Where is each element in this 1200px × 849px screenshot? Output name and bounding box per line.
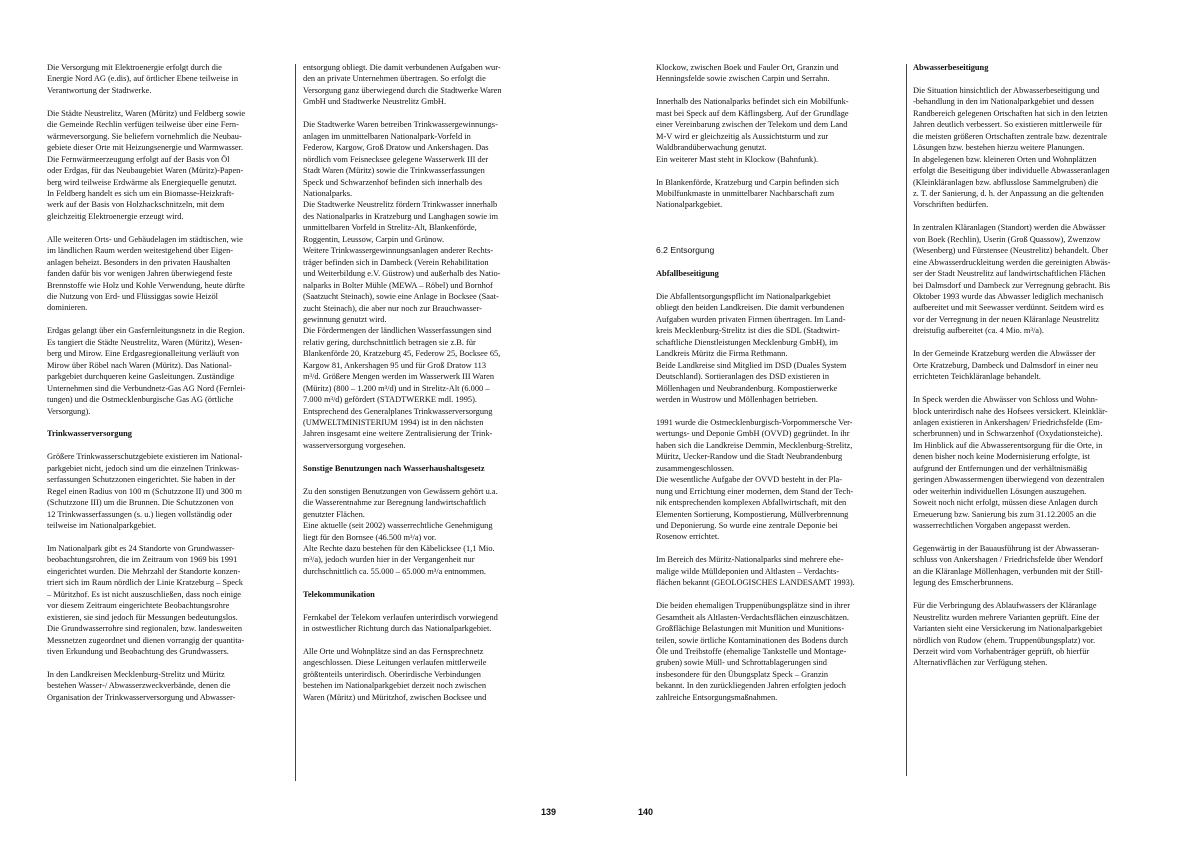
column-2 [303,62,548,715]
paragraph: Im Nationalpark gibt es 24 Standorte von Grundwasser- beobachtungsrohren, die im Zeitraum von 1969 bis 1991 eingerichtet wurden. Die Mehrzahl der Standorte konzen- triert sich im Raum nördlich der Linie Kratzeburg – Speck – Müritzhof. Es ist nicht auszuschließen, dass noch einige vor diesem Zeitraum eingerichtete Beobachtungsrohre existieren, sie sind jedoch für Messungen bedeutungslos. Die Grundwasserrohre sind regionalen, bzw. landesweiten Messnetzen zugeordnet und dienen vorrangig der quantita- tiven Erkundung und Beobachtung des Grundwassers. [47,543,245,657]
paragraph: Im Bereich des Müritz-Nationalparks sind mehrere ehe- malige wilde Mülldeponien und Altlasten – Verdachts- flächen bekannt (GEOLOGISCHES LANDESAMT 1993). [656,555,855,588]
paragraph: 1991 wurde die Ostmecklenburgisch-Vorpommersche Ver- wertungs- und Deponie GmbH (OVVD) gegründet. In ihr haben sich die Landkreise Demmin, Mecklenburg-Strelitz, Müritz, Uecker-Randow und die Stadt Neubrandenburg zusammengeschlossen. Die wesentliche Aufgabe der OVVD besteht in der Pla- nung und Errichtung einer modernen, dem Stand der Tech- nik entsprechenden komplexen Abfallwirtschaft, mit den Elementen Sortierung, Kompostierung, Müllverbrennung und Deponierung. So wurde eine zentrale Deponie bei Rosenow errichtet. [656,417,854,542]
paragraph: Erdgas gelangt über ein Gasfernleitungsnetz in die Region. Es tangiert die Städte Neustrelitz, Waren (Müritz), Wesen- berg und Mirow. Eine Erdgasregionalleitung verläuft von Mirow über Röbel nach Waren (Müritz). Das National- parkgebiet durchqueren keine Gasleitungen. Zuständige Unternehmen sind die Verbundnetz-Gas AG Nord (Fernlei- tungen) und die Ostmecklenburgische Gas AG (örtliche Versorgung). [47,326,246,416]
paragraph: Gegenwärtig in der Bauausführung ist der Abwasseran- schluss von Ankershagen / Friedrichsfelde über Wendorf an die Kläranlage Möllenhagen, verbunden mit der Still- legung des Emscherbrunnens. [913,543,1103,588]
paragraph: entsorgung obliegt. Die damit verbundenen Aufgaben wur- den an private Unternehmen übertragen. So erfolgt die Versorgung ganz überwiegend durch die Stadtwerke Waren GmbH und Stadtwerke Neustrelitz GmbH. [303,63,502,107]
paragraph: Die beiden ehemaligen Truppenübungsplätze sind in ihrer Gesamtheit als Altlasten-Verdachtsflächen einzuschätzen. Großflächige Belastungen mit Munition und Munitions- teilen, sowie örtliche Kontaminationen des Bodens durch Öle und Treibstoffe (ehemalige Tankstelle und Montage- gruben) sowie Müll- und Schrottablagerungen sind insbesondere für den Übungsplatz Speck – Granzin bekannt. In den zurückliegenden Jahren erfolgten jedoch zahlreiche Entsorgungsmaßnahmen. [656,601,850,702]
section-heading: Abfallbeseitigung [656,269,719,279]
paragraph: Die Stadtwerke Waren betreiben Trinkwassergewinnungs- anlagen im unmittelbaren Nationalpark-Vorfeld in Federow, Kargow, Groß Dratow und Ankershagen. Das nördlich vom Feisnecksee gelegene Wasserwerk III der Stadt Waren (Müritz) sowie die Trinkwasserfassungen Speck und Schwarzenhof befinden sich innerhalb des Nationalparks. Die Stadtwerke Neustrelitz fördern Trinkwasser innerhalb des Nationalparks in Kratzeburg und Langhagen sowie im unmittelbaren Vorfeld in Strelitz-Alt, Blankenförde, Roggentin, Leussow, Carpin und Grünow. Weitere Trinkwassergewinnungsanlagen anderer Rechts- träger befinden sich in Dambeck (Verein Rehabilitation und Weiterbildung e.V. Güstrow) und außerhalb des Natio- nalparks in Bolter Mühle (MEWA – Röbel) und Bornhof (Saatzucht Steinach), sowie eine Anlage in Bocksee (Saat- zucht Steinach), die aber nur noch zur Brauchwasser- gewinnung genutzt wird. Die Fördermengen der ländlichen Wasserfassungen sind relativ gering, durchschnittlich betragen sie z.B. für Blankenförde 20, Kratzeburg 45, Federow 25, Bocksee 65, Kargow 81, Ankershagen 95 und für Groß Dratow 113 m³/d. Größere Mengen werden im Wasserwerk III Waren (Müritz) (800 – 1.200 m³/d) und in Strelitz-Alt (6.000 – 7.000 m³/d) gefördert (STADTWERKE mdl. 1995). Entsprechend des Generalplanes Trinkwasserversorgung (UMWELTMINISTERIUM 1994) ist in den nächsten Jahren insgesamt eine weitere Zentralisierung der Trink- wasserversorgung vorgesehen. [303,120,501,450]
paragraph: In den Landkreisen Mecklenburg-Strelitz und Müritz bestehen Wasser-/ Abwasserzweckverbände, denen die Organisation der Trinkwasserversorgung und Abwasser- [47,669,236,702]
paragraph: In zentralen Kläranlagen (Standort) werden die Abwässer von Boek (Rechlin), Userin (Groß Quassow), Zwenzow (Wesenberg) und Fürstensee (Neustrelitz) behandelt. Über eine Abwasserdruckleitung werden die gereinigten Abwäs- ser der Stadt Neustrelitz auf landwirtschaftlichen Flächen bei Dalmsdorf und Dambeck zur Verregnung gebracht. Bis Oktober 1993 wurde das Abwasser lediglich mechanisch aufbereitet und mit Seewasser verdünnt. Seitdem wird es vor der Verregnung in der neuen Kläranlage Neustrelitz dreistufig aufbereitet (ca. 4 Mio. m³/a). [913,223,1111,336]
paragraph: Die Abfallentsorgungspflicht im Nationalparkgebiet obliegt den beiden Landkreisen. Die damit verbundenen Aufgaben wurden privaten Firmen übertragen. Im Land- kreis Mecklenburg-Strelitz ist dies die SDL (Stadtwirt- schaftliche Dienstleistungen Mecklenburg GmbH), im Landkreis Müritz die Firma Rethmann. Beide Landkreise sind Mitglied im DSD (Duales System Deutschland). Sortieranlagen des DSD existieren in Möllenhagen und Neubrandenburg. Kompostierwerke werden in Wustrow und Möllenhagen betrieben. [656,291,847,405]
column-3 [656,62,904,715]
page-number-right: 140 [638,807,654,817]
column-divider-right [906,64,907,776]
paragraph: Klockow, zwischen Boek und Fauler Ort, Granzin und Henningsfelde sowie zwischen Carpin und Serrahn. [656,63,839,84]
chapter-heading: 6.2 Entsorgung [656,245,715,256]
column-1 [47,62,292,715]
paragraph: Die Situation hinsichtlich der Abwasserbeseitigung und -behandlung in den im Nationalparkgebiet und dessen Randbereich gelegenen Ortschaften hat sich in den letzten Jahren deutlich verbessert. So existieren mittlerweile für die meisten größeren Ortschaften zentrale bzw. dezentrale Lösungen bzw. bestehen hierzu weitere Planungen. In abgelegenen bzw. kleineren Orten und Wohnplätzen erfolgt die Beseitigung über individuelle Abwasseranlagen (Kleinkläranlagen bzw. abflusslose Sammelgruben) die z. T. der Sanierung, d. h. der Anpassung an die geltenden Vorschriften bedürfen. [913,85,1110,210]
column-4 [913,62,1161,680]
column-divider-left [295,64,296,781]
section-heading: Abwasserbeseitigung [913,63,989,72]
paragraph: Zu den sonstigen Benutzungen von Gewässern gehört u.a. die Wasserentnahme zur Beregnung landwirtschaftlich genutzter Flächen. Eine aktuelle (seit 2002) wasserrechtliche Genehmigung liegt für den Bornsee (46.500 m³/a) vor. Alte Rechte dazu bestehen für den Käbelicksee (1,1 Mio. m³/a), jedoch wurden hier in der Vergangenheit nur durchschnittlich ca. 55.000 – 65.000 m³/a entnommen. [303,486,498,576]
paragraph: In Blankenförde, Kratzeburg und Carpin befinden sich Mobilfunkmaste in unmittelbarer Nachbarschaft zum Nationalparkgebiet. [656,177,839,210]
paragraph: Die Versorgung mit Elektroenergie erfolgt durch die Energie Nord AG (e.dis), auf örtlicher Ebene teilweise in Verantwortung der Stadtwerke. [47,63,239,95]
paragraph: Die Städte Neustrelitz, Waren (Müritz) und Feldberg sowie die Gemeinde Rechlin verfügen teilweise über eine Fern- wärmeversorgung. Sie beliefern vornehmlich die Neubau- gebiete dieser Orte mit Heizungsenergie und Warmwasser. Die Fernwärmeerzeugung erfolgt auf der Basis von Öl oder Erdgas, für das Neubaugebiet Waren (Müritz)-Papen- berg wird teilweise Erdwärme als Energiequelle genutzt. In Feldberg handelt es sich um ein Biomasse-Heizkraft- werk auf der Basis von Holzhackschnitzeln, mit dem gleichzeitig Elektroenergie erzeugt wird. [47,108,246,221]
paragraph: In der Gemeinde Kratzeburg werden die Abwässer der Orte Kratzeburg, Dambeck und Dalmsdorf in einer neu errichteten Teichkläranlage behandelt. [913,349,1098,382]
paragraph: Fernkabel der Telekom verlaufen unterirdisch vorwiegend in ostwestlicher Richtung durch das Nationalparkgebiet. [303,612,498,634]
section-heading: Trinkwasserversorgung [47,429,132,439]
section-heading: Sonstige Benutzungen nach Wasserhaushaltsgesetz [303,463,485,473]
paragraph: In Speck werden die Abwässer von Schloss und Wohn- block unterirdisch nahe des Hofsees versickert. Kleinklär- anlagen existieren in Ankershagen/ Friedrichsfelde (Em- scherbrunnen) und in Schwarzenhof (Oxydationsteiche). Im Hinblick auf die Abwasserentsorgung für die Orte, in denen bisher noch keine Modernisierung erfolgte, ist aufgrund der Entfernungen und der verhältnismäßig geringen Abwassermengen überwiegend von dezentralen oder weiterhin individuellen Lösungen auszugehen. Soweit noch nicht erfolgt, müssen diese Anlagen durch Erneuerung bzw. Sanierung bis zum 31.12.2005 an die wasserrechtlichen Vorgaben angepasst werden. [913,395,1108,531]
paragraph: Alle weiteren Orts- und Gebäudelagen im städtischen, wie im ländlichen Raum werden weitestgehend über Eigen- anlagen beheizt. Besonders in den privaten Haushalten fanden dafür bis vor wenigen Jahren überwiegend feste Brennstoffe wie Holz und Kohle Verwendung, heute dürfte die Nutzung von Erd- und Flüssiggas sowie Heizöl dominieren. [47,234,245,313]
page-number-left: 139 [541,807,557,817]
spacer [656,222,904,233]
paragraph: Alle Orte und Wohnplätze sind an das Fernsprechnetz angeschlossen. Diese Leitungen verlaufen mittlerweile größtenteils unterirdisch. Oberirdische Verbindungen bestehen im Nationalparkgebiet derzeit noch zwischen Waren (Müritz) und Müritzhof, zwischen Bocksee und [303,647,487,702]
section-heading: Telekommunikation [303,589,375,599]
paragraph: Für die Verbringung des Ablaufwassers der Kläranlage Neustrelitz wurden mehrere Varianten geprüft. Eine der Varianten sieht eine Versickerung im Nationalparkgebiet nördlich von Rudow (ehem. Truppenübungsplatz) vor. Derzeit wird vom Vorhabenträger geprüft, ob hierfür Alternativflächen zur Verfügung stehen. [913,601,1103,668]
paragraph: Größere Trinkwasserschutzgebiete existieren im National- parkgebiet nicht, jedoch sind um die einzelnen Trinkwas- serfassungen Schutzzonen eingerichtet. Sie haben in der Regel einen Radius von 100 m (Schutzzone II) und 300 m (Schutzzone III) um die Brunnen. Die Schutzzonen von 12 Trinkwasserfassungen (s. u.) liegen vollständig oder teilweise im Nationalparkgebiet. [47,452,243,531]
paragraph: Innerhalb des Nationalparks befindet sich ein Mobilfunk- mast bei Speck auf dem Käflingsberg. Auf der Grundlage einer Vereinbarung zwischen der Telekom und dem Land M-V wird er gleichzeitig als Aussichtsturm und zur Waldbrandüberwachung genutzt. Ein weiterer Mast steht in Klockow (Bahnfunk). [656,97,849,164]
